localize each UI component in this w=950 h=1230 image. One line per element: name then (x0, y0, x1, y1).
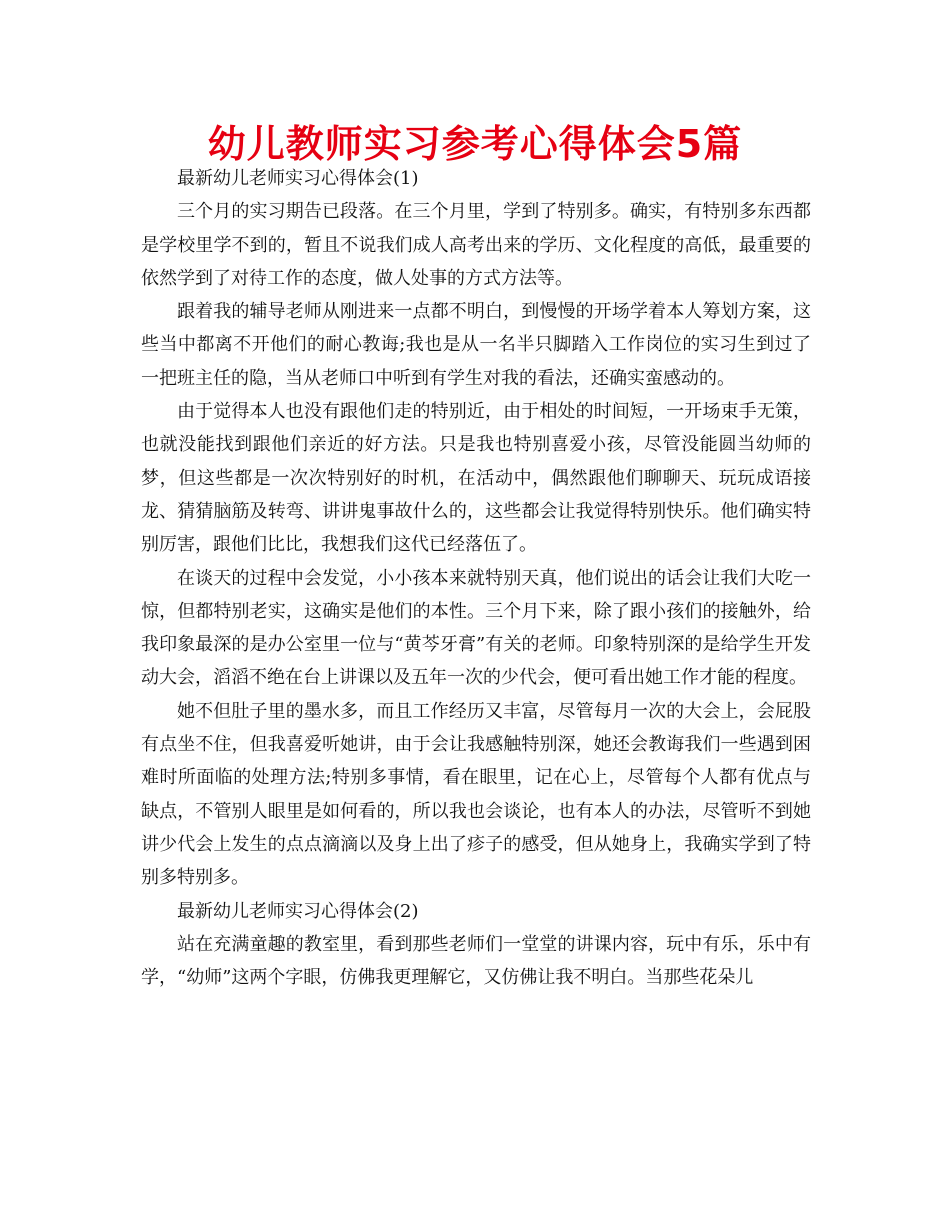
paragraph: 跟着我的辅导老师从刚进来一点都不明白，到慢慢的开场学着本人筹划方案，这些当中都离不开他们的耐心教诲;我也是从一名半只脚踏入工作岗位的实习生到过了一把班主任的隐，当从老师口中听到有学生对我的看法，还确实蛮感动的。 (141, 301, 811, 389)
document-title: 幼儿教师实习参考心得体会5篇 (207, 122, 743, 166)
paragraph: 三个月的实习期告已段落。在三个月里，学到了特别多。确实，有特别多东西都是学校里学不到的，暂且不说我们成人高考出来的学历、文化程度的高低，最重要的依然学到了对待工作的态度，做人处事的方式方法等。 (141, 201, 811, 289)
section-heading: 最新幼儿老师实习心得体会(1) (177, 168, 419, 189)
paragraph: 由于觉得本人也没有跟他们走的特别近，由于相处的时间短，一开场束手无策，也就没能找到跟他们亲近的好方法。只是我也特别喜爱小孩，尽管没能圆当幼师的梦，但这些都是一次次特别好的时机，在活动中，偶然跟他们聊聊天、玩玩成语接龙、猜猜脑筋及转弯、讲讲鬼事故什么的，这些都会让我觉得特别快乐。他们确实特别厉害，跟他们比比，我想我们这代已经落伍了。 (141, 401, 811, 556)
paragraph: 她不但肚子里的墨水多，而且工作经历又丰富，尽管每月一次的大会上，会屁股有点坐不住，但我喜爱听她讲，由于会让我感触特别深，她还会教诲我们一些遇到困难时所面临的处理方法;特别多事情，看在眼里，记在心上，尽管每个人都有优点与缺点，不管别人眼里是如何看的，所以我也会谈论，也有本人的办法，尽管听不到她讲少代会上发生的点点滴滴以及身上出了疹子的感受，但从她身上，我确实学到了特别多特别多。 (141, 700, 811, 889)
paragraph: 在谈天的过程中会发觉，小小孩本来就特别天真，他们说出的话会让我们大吃一惊，但都特别老实，这确实是他们的本性。三个月下来，除了跟小孩们的接触外，给我印象最深的是办公室里一位与“黄芩牙膏”有关的老师。印象特别深的是给学生开发动大会，滔滔不绝在台上讲课以及五年一次的少代会，便可看出她工作才能的程度。 (141, 567, 811, 689)
document-body (141, 162, 811, 994)
paragraph: 站在充满童趣的教室里，看到那些老师们一堂堂的讲课内容，玩中有乐，乐中有学，“幼师”这两个字眼，仿佛我更理解它，又仿佛让我不明白。当那些花朵儿 (141, 933, 811, 989)
section-heading: 最新幼儿老师实习心得体会(2) (177, 900, 419, 922)
